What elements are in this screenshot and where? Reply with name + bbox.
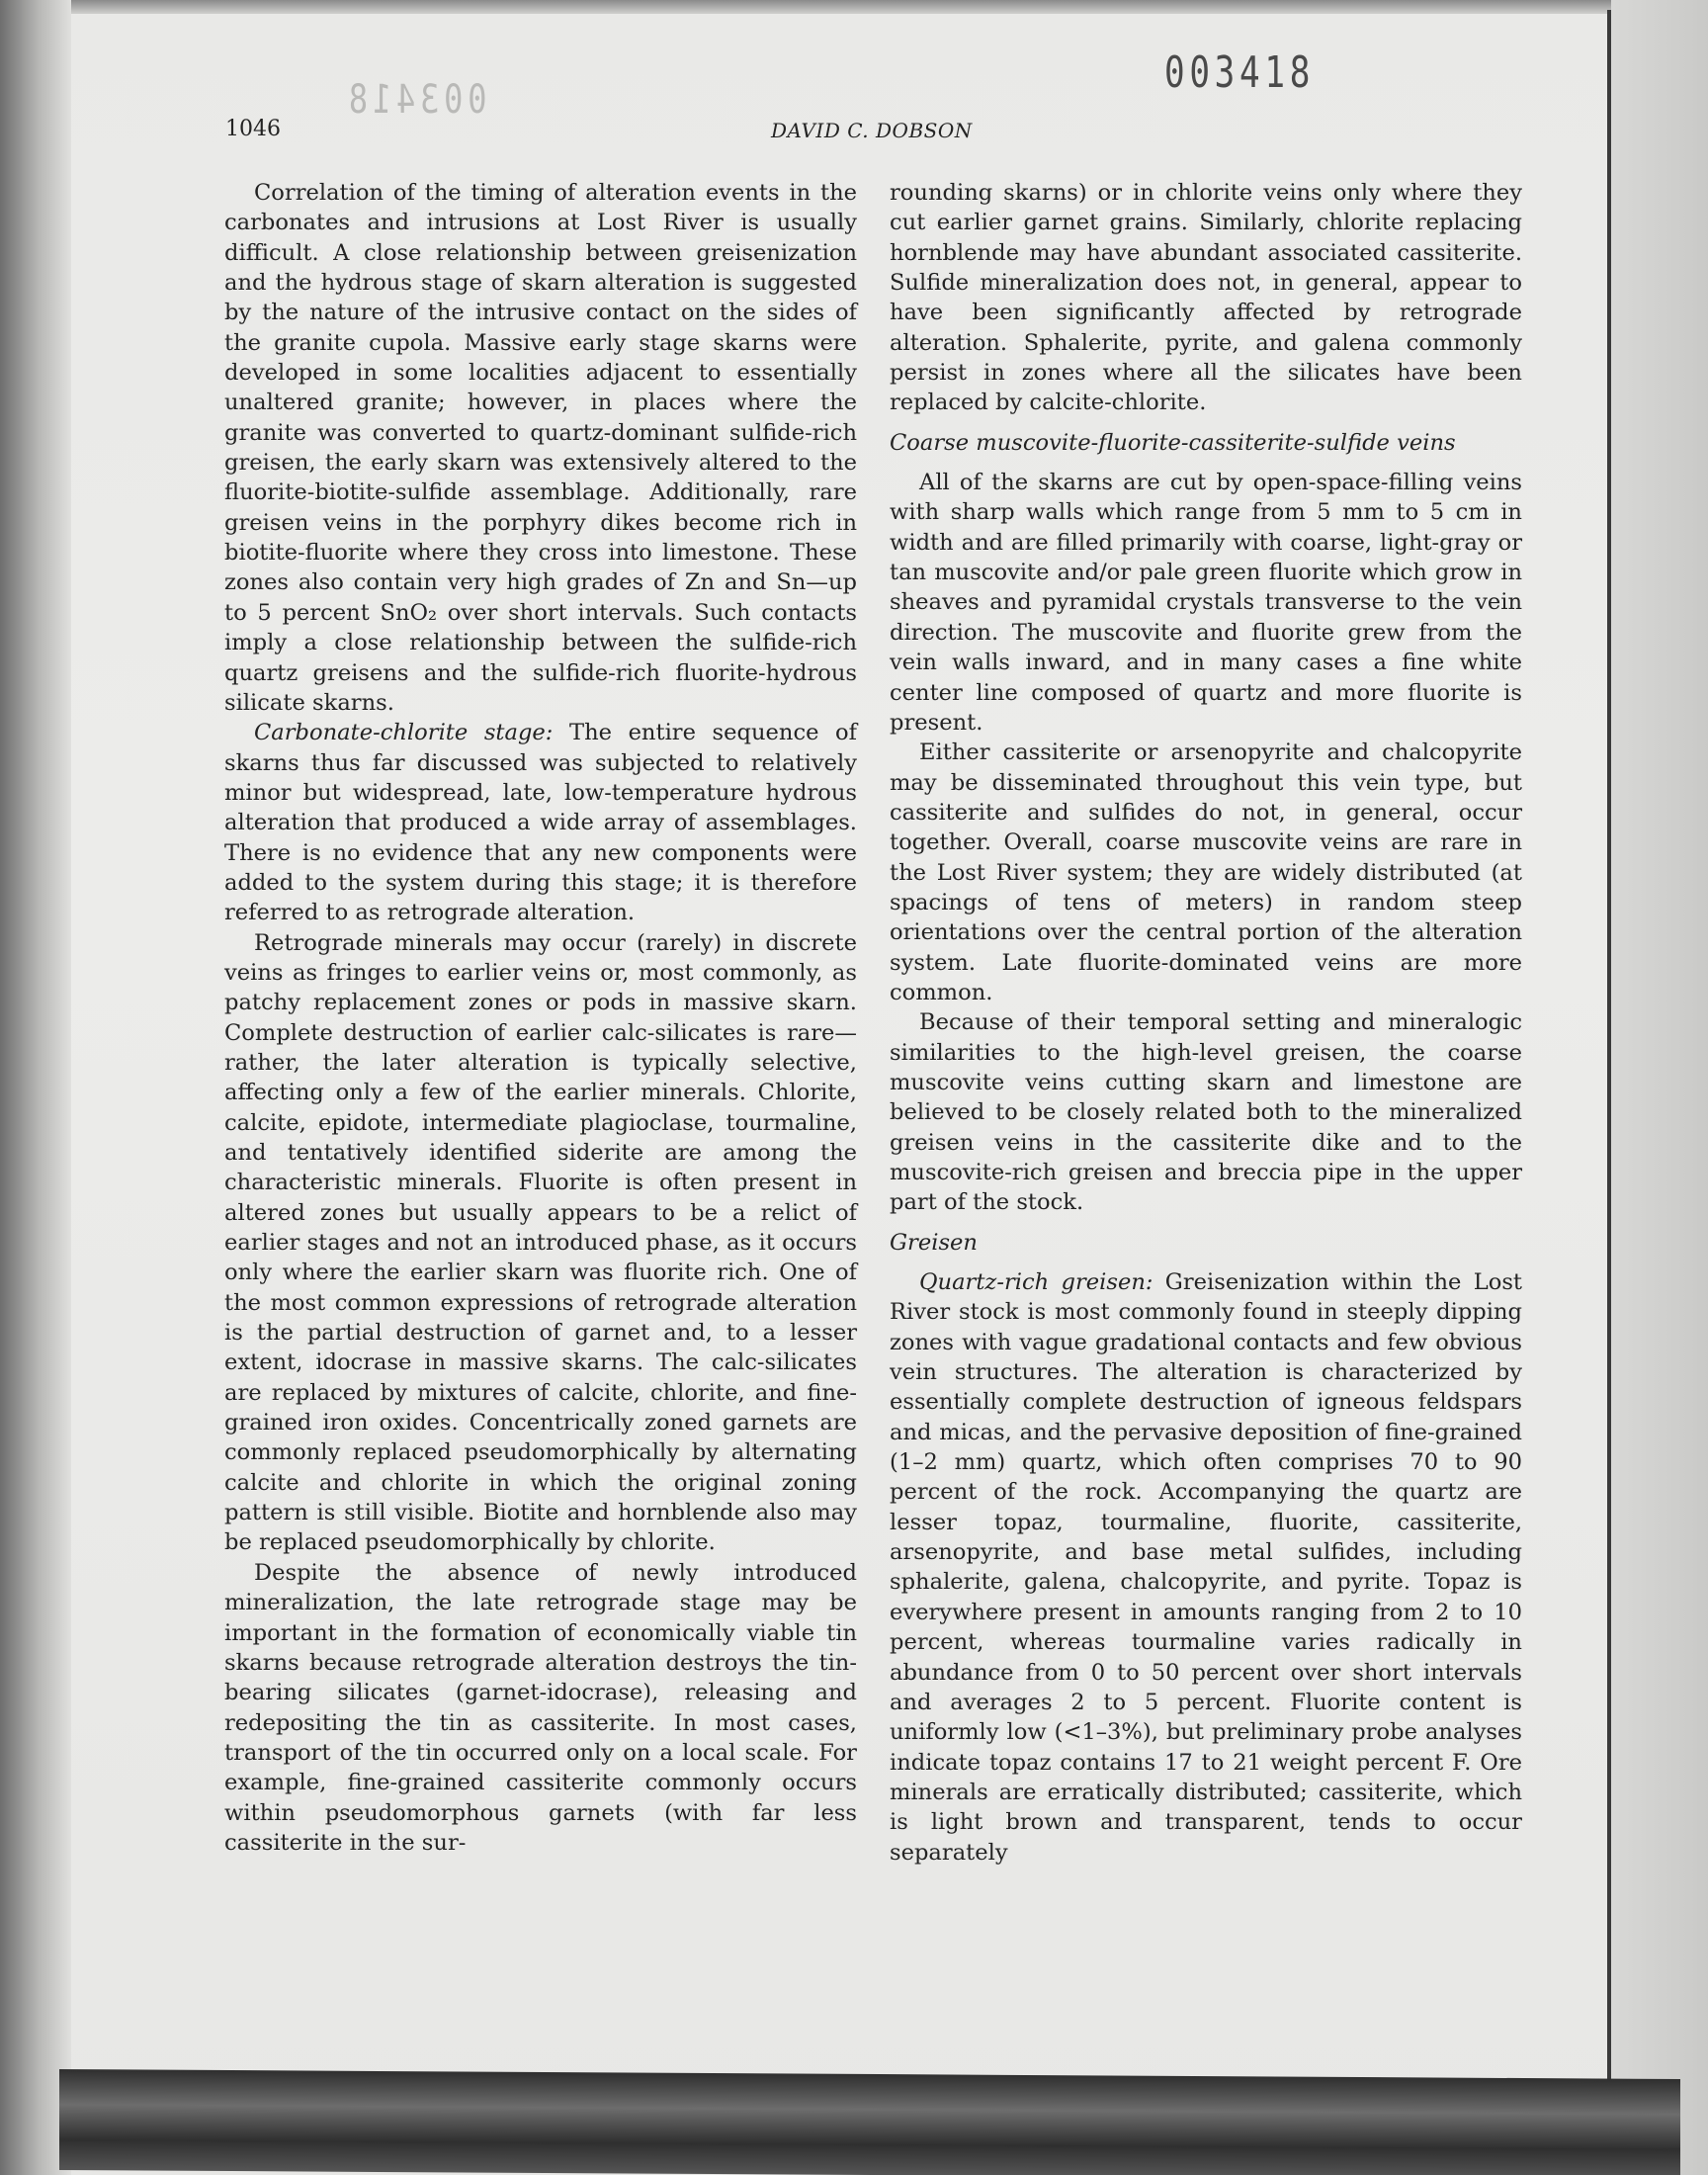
paragraph: All of the skarns are cut by open-space-filling veins with sharp walls which range from 5 mm to 5 cm in width and are filled primarily with coarse, light-gray or tan muscovite and/or pale green fluorite which grow in sheaves and pyramidal crystals transverse to the vein direction. The muscovite and fluorite grew from the vein walls inward, and in many cases a fine white center line composed of quartz and more fluorite is present. (890, 470, 1522, 736)
paragraph: Despite the absence of newly introduced mineralization, the late retrograde stage may be important in the formation of economically viable tin skarns because retrograde alteration destroys the tin-bearing silicates (garnet-idocrase), releasing and redepositing the tin as cassiterite. In most cases, transport of the tin occurred only on a local scale. For example, fine-grained cassiterite commonly occurs within pseudomorphous garnets (with far less cassiterite in the sur- (224, 1559, 857, 1856)
left-text-column (224, 178, 857, 1858)
paragraph (890, 1267, 1522, 1868)
running-head-author: DAVID C. DOBSON (771, 119, 973, 142)
paragraph: Because of their temporal setting and mineralogic similarities to the high-level greisen, the coarse muscovite veins cutting skarn and limestone are believed to be closely related both to the mineralized greisen veins in the cassiterite dike and to the muscovite-rich greisen and breccia pipe in the upper part of the stock. (890, 1009, 1522, 1216)
stamp-number: 003418 (1164, 47, 1316, 98)
ghost-stamp-number: 003418 (344, 77, 487, 123)
paragraph (224, 718, 857, 927)
paragraph: Retrograde minerals may occur (rarely) in discrete veins as fringes to earlier veins or, most commonly, as patchy replacement zones or pods in massive skarn. Complete destruction of earlier calc-silicates is rare—rather, the later alteration is typically selective, affecting only a few of the earlier minerals. Chlorite, calcite, epidote, intermediate plagioclase, tourmaline, and tentatively identified siderite are among the characteristic minerals. Fluorite is often present in altered zones but usually appears to be a relict of earlier stages and not an introduced phase, as it occurs only where the earlier skarn was fluorite rich. One of the most common expressions of retrograde alteration is the partial destruction of garnet and, to a lesser extent, idocrase in massive skarns. The calc-silicates are replaced by mixtures of calcite, chlorite, and fine-grained iron oxides. Concentrically zoned garnets are commonly replaced pseudomorphically by alternating calcite and chlorite in which the original zoning pattern is still visible. Biotite and hornblende also may be replaced pseudomorphically by chlorite. (224, 929, 857, 1556)
scan-left-edge (0, 0, 71, 2175)
right-text-column (890, 178, 1522, 1868)
section-heading: Greisen (890, 1229, 978, 1256)
run-in-heading: Quartz-rich greisen: (919, 1269, 1153, 1296)
paragraph: rounding skarns) or in chlorite veins only where they cut earlier garnet grains. Similarly, chlorite replacing hornblende may have abundant associated cassiterite. Sulfide mineralization does not, in general, appear to have been significantly affected by retrograde alteration. Sphalerite, pyrite, and galena commonly persist in zones where all the silicates have been replaced by calcite-chlorite. (890, 180, 1522, 416)
page-number: 1046 (225, 117, 281, 141)
paragraph: Correlation of the timing of alteration events in the carbonates and intrusions at Lost River is usually difficult. A close relationship between greisenization and the hydrous stage of skarn alteration is suggested by the nature of the intrusive contact on the sides of the granite cupola. Massive early stage skarns were developed in some localities adjacent to essentially unaltered granite; however, in places where the granite was converted to quartz-dominant sulfide-rich greisen, the early skarn was extensively altered to the fluorite-biotite-sulfide assemblage. Additionally, rare greisen veins in the porphyry dikes become rich in biotite-fluorite where they cross into limestone. These zones also contain very high grades of Zn and Sn—up to 5 percent SnO₂ over short intervals. Such contacts imply a close relationship between the sulfide-rich quartz greisens and the sulfide-rich fluorite-hydrous silicate skarns. (224, 180, 857, 716)
scan-top-edge (0, 0, 1708, 14)
scan-bottom-band (59, 2069, 1680, 2175)
paragraph-text: Greisenization within the Lost River stock is most commonly found in steeply dipping zones with vague gradational contacts and few obvious vein structures. The alteration is characterized by essentially complete destruction of igneous feldspars and micas, and the pervasive deposition of fine-grained (1–2 mm) quartz, which often comprises 70 to 90 percent of the rock. Accompanying the quartz are lesser topaz, tourmaline, fluorite, cassiterite, arsenopyrite, and base metal sulfides, including sphalerite, galena, chalcopyrite, and pyrite. Topaz is everywhere present in amounts ranging from 2 to 10 percent, whereas tourmaline varies radically in abundance from 0 to 50 percent over short intervals and averages 2 to 5 percent. Fluorite content is uniformly low (<1–3%), but preliminary probe analyses indicate topaz contains 17 to 21 weight percent F. Ore minerals are erratically distributed; cassiterite, which is light brown and transparent, tends to occur separately (890, 1269, 1522, 1866)
paragraph: Either cassiterite or arsenopyrite and chalcopyrite may be disseminated throughout this vein type, but cassiterite and sulfides do not, in general, occur together. Overall, coarse muscovite veins are rare in the Lost River system; they are widely distributed (at spacings of tens of meters) in random steep orientations over the central portion of the alteration system. Late fluorite-dominated veins are more common. (890, 740, 1522, 1005)
scan-right-margin (1611, 0, 1708, 2175)
section-heading: Coarse muscovite-fluorite-cassiterite-sulfide veins (890, 429, 1456, 456)
paragraph-text: The entire sequence of skarns thus far discussed was subjected to relatively minor but widespread, late, low-temperature hydrous alteration that produced a wide array of assemblages. There is no evidence that any new components were added to the system during this stage; it is therefore referred to as retrograde alteration. (224, 720, 858, 926)
run-in-heading: Carbonate-chlorite stage: (254, 720, 554, 746)
page-right-border (1607, 10, 1611, 2086)
